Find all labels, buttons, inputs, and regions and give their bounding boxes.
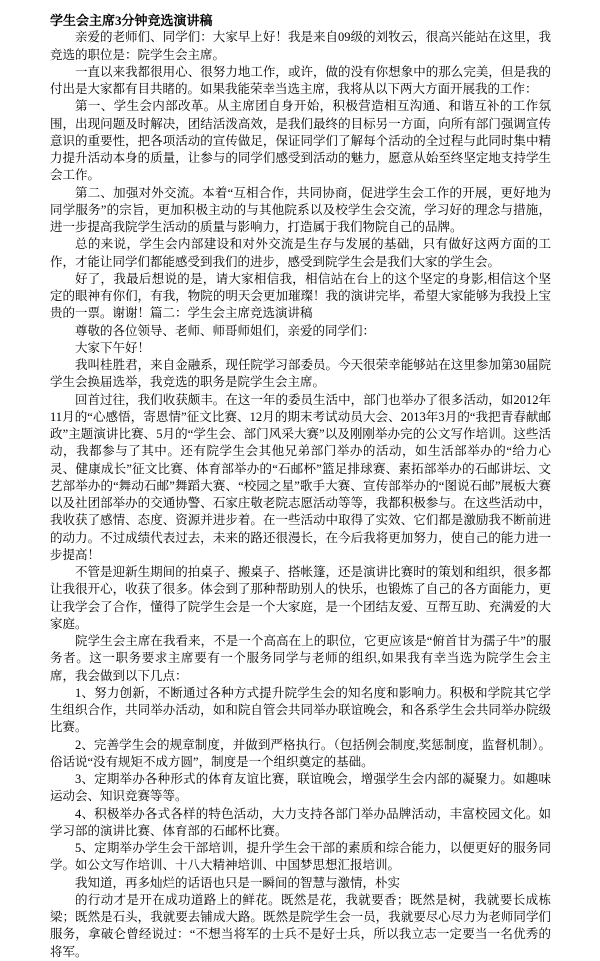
list-item-3: 3、定期举办各种形式的体育友谊比赛，联谊晚会，增强学生会内部的凝聚力。如趣味运动会、知识竞赛等等。 [50,772,551,804]
paragraph-summary: 总的来说，学生会内部建设和对外交流是生存与发展的基础，只有做好这两方面的工作，才能让同学们都能感受到我们的进步，感受到院学生会是我们大家的学生会。 [50,237,551,269]
paragraph-president-role: 院学生会主席在我看来，不是一个高高在上的职位，它更应该是“俯首甘为孺子牛”的服务者。这一职务要求主席要有一个服务同学与老师的组织,如果我有幸当选为院学生会主席，我会做到以下几点： [50,634,551,683]
paragraph-good-afternoon: 大家下午好！ [75,340,151,355]
paragraph-self-introduction: 我叫桂胜君，来自金融系，现任院学习部委员。今天很荣幸能够站在这里参加第30届院学生会换届选举，我竞选的职务是院学生会主席。 [50,358,551,390]
paragraph-past-activities: 回首过往，我们收获颇丰。在这一年的委员生活中，部门也举办了很多活动，如2012年11月的“心感悟，寄恩情”征文比赛、12月的期末考试动员大会、2013年3月的“我把青春献邮政”主题演讲比赛、5月的“学生会、部门风采大赛”以及刚刚举办完的公文写作培训。这些活动，我都参与了其中。还有院学生会其他兄弟部门举办的活动，如生活部举办的“给力心灵、健康成长”征文比赛、体育部举办的“石邮杯”篮足排球赛、素拓部举办的石邮讲坛、文艺部举办的“舞动石邮”舞蹈大赛、“校园之星”歌手大赛、宣传部举办的“图说石邮”展板大赛以及社团部举办的交通协警、石家庄敬老院志愿活动等等，我都积极参与。在这些活动中，我收获了感情、态度、资源并进步着。在一些活动中取得了实效、它们都是激励我不断前进的动力。不过成绩代表过去，未来的路还很漫长，在今后我将更加努力，使自己的能力进一步提高！ [50,392,551,562]
list-item-2: 2、完善学生会的规章制度，并做到严格执行。（包括例会制度,奖惩制度，监督机制）。俗话说“没有规矩不成方圆”，制度是一个组织奠定的基础。 [50,737,551,769]
paragraph-experience-gains: 不管是迎新生期间的拍桌子、搬桌子、搭帐篷，还是演讲比赛时的策划和组织，很多都让我很开心，收获了很多。体会到了那种帮助别人的快乐，也锻炼了自己的各方面能力，更让我学会了合作，懂得了院学生会是一个大家庭，是一个团结友爱、互帮互助、充满爱的大家庭。 [50,565,551,631]
paragraph-salutation: 尊敬的各位领导、老师、师哥师姐们，亲爱的同学们： [75,323,376,338]
paragraph-final-pledge: 的行动才是开在成功道路上的鲜花。既然是花，我就要香；既然是树，我就要长成栋梁；既然是石头，我就要去铺成大路。既然是院学生会一员，我就要尽心尽力为老师同学们服务，拿破仑曾经说过：“不想当将军的士兵不是好士兵，所以我立志一定要当一名优秀的将军。 [50,892,551,959]
paragraph-point-two: 第二、加强对外交流。本着“互相合作，共同协商，促进学生会工作的开展，更好地为同学服务”的宗旨，更加积极主动的与其他院系以及校学生会交流，学习好的理念与措施，进一步提高我院学生活动的质量与影响力，打造属于我们物院自己的品牌。 [50,185,551,234]
paragraph-greeting: 亲爱的老师们、同学们：大家早上好！我是来自09级的刘牧云，很高兴能站在这里，我竞选的职位是：院学生会主席。 [50,30,551,62]
paragraph-wisdom-line: 我知道，再多灿烂的话语也只是一瞬间的智慧与激情，朴实 [75,875,401,890]
list-item-1: 1、努力创新，不断通过各种方式提升院学生会的知名度和影响力。积极和学院其它学生组织合作，共同举办活动，如和院自管会共同举办联谊晚会，和各系学生会共同举办院级比赛。 [50,685,551,735]
list-item-4: 4、积极举办各式各样的特色活动，大力支持各部门举办品牌活动，丰富校园文化。如学习部的演讲比赛、体育部的石邮杯比赛。 [50,806,551,838]
paragraph-closing-and-part-two-title: 好了，我最后想说的是，请大家相信我，相信站在台上的这个坚定的身影,相信这个坚定的眼神有你们，有我，物院的明天会更加璀璨！我的演讲完毕，希望大家能够为我投上宝贵的一票。谢谢！篇二：学生会主席竞选演讲稿 [50,271,551,321]
document-title: 学生会主席3分钟竞选演讲稿 [50,13,213,28]
paragraph-intro-work: 一直以来我都很用心、很努力地工作，或许，做的没有你想象中的那么完美，但是我的付出是大家都有目共睹的。如果我能荣幸当选主席，我将从以下两大方面开展我的工作： [50,64,551,96]
paragraph-point-one: 第一、学生会内部改革。从主席团自身开始，积极营造相互沟通、和谐互补的工作氛围，出现问题及时解决，团结活泼高效，是我们最终的目标另一方面，向所有部门强调宣传意识的重要性，把各项活动的宣传做足，保证同学们了解每个活动的全过程与此同时集中精力提升活动本身的质量，让参与的同学们感受到活动的魅力，愿意从始至终坚定地支持学生会工作。 [50,99,551,183]
list-item-5: 5、定期举办学生会干部培训，提升学生会干部的素质和综合能力，以便更好的服务同学。如公文写作培训、十八大精神培训、中国梦思想汇报培训。 [50,841,551,873]
